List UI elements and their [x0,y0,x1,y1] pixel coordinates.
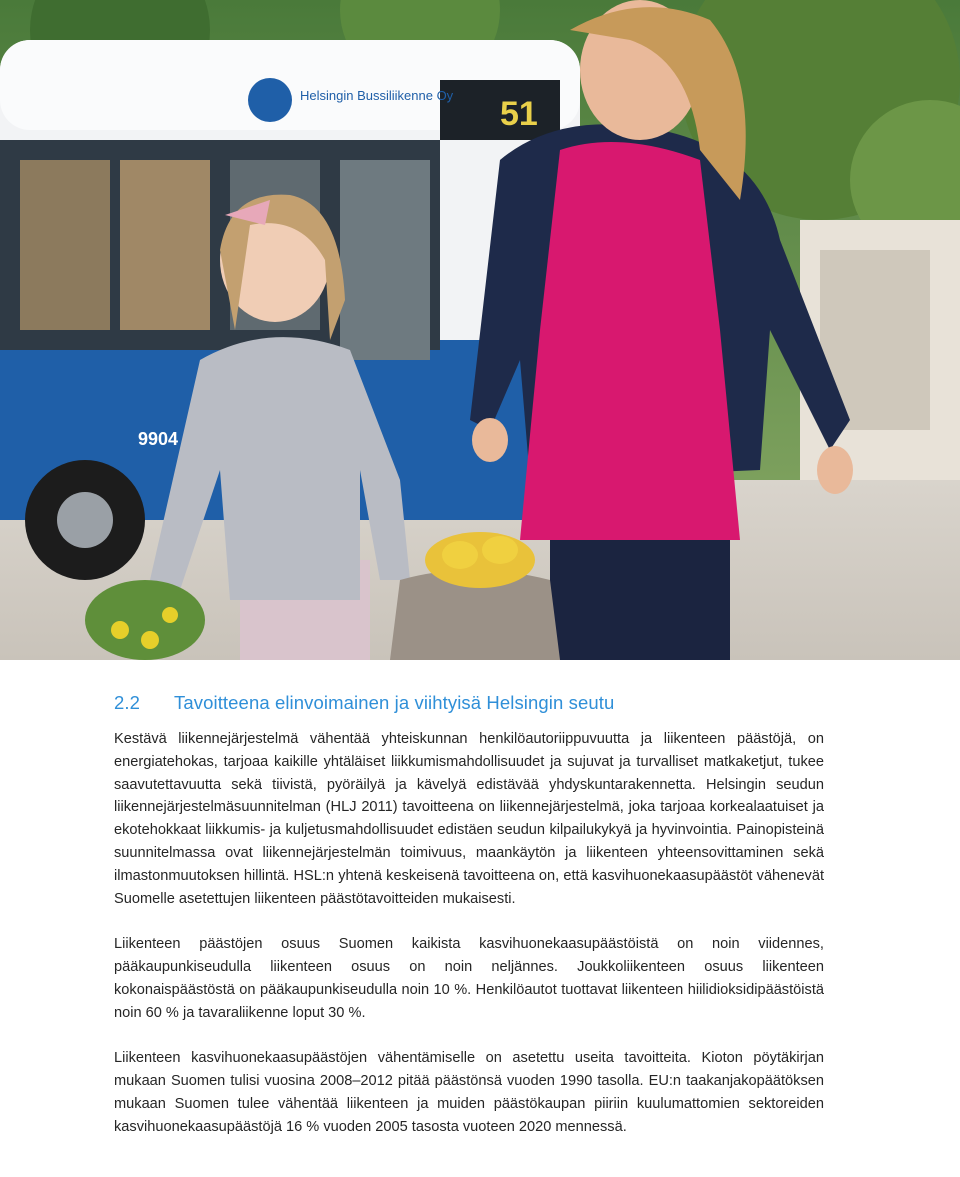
paragraph-3: Liikenteen kasvihuonekaasupäästöjen vähentämiselle on asetettu useita tavoitteita. Kioton pöytäkirjan mukaan Suomen tulisi vuosina 2008–2012 pitää päästönsä vuoden 1990 tasolla. EU:n taakanjakopäätöksen mukaan Suomen tulee vähentää liikenteen ja muiden päästökaupan piiriin kuulumattomien sektoreiden kasvihuonekaasupäästöjä 16 % vuoden 2005 tasosta vuoteen 2020 mennessä. [114,1050,824,1135]
paragraph-1: Kestävä liikennejärjestelmä vähentää yhteiskunnan henkilöautoriippuvuutta ja liikenteen päästöjä, on energiatehokas, tarjoaa kaikille yhtäläiset liikkumismahdollisuudet ja sujuvat ja turvalliset matkaketjut, tukee saavutettavuutta sekä tiivistä, pyöräilyä ja kävelyä edistävää yhdyskuntarakennetta. Helsingin seudun liikennejärjestelmäsuunnitelman (HLJ 2011) tavoitteena on liikennejärjestelmä, joka tarjoaa korkealaatuiset ja ekotehokkaat liikkumis- ja kuljetusmahdollisuudet edistäen seudun kilpailukykyä ja hyvinvointia. Painopisteinä suunnitelmassa ovat liikennejärjestelmän toimivuus, maankäytön ja liikenteen yhteensovittaminen sekä ilmastonmuutoksen hillintä. HSL:n yhtenä keskeisenä tavoitteena on, että kasvihuonekaasupäästöt vähenevät Suomelle asetettujen liikenteen päästötavoitteiden mukaisesti. [114,731,824,907]
section-title: Tavoitteena elinvoimainen ja viihtyisä Helsingin seutu [174,692,615,713]
girl-flower-bouquet [85,580,205,660]
section-heading [114,692,614,714]
section-number: 2.2 [114,692,141,713]
body-text [114,728,824,1161]
bus-number: 9904 [138,429,179,449]
paragraph-2: Liikenteen päästöjen osuus Suomen kaikista kasvihuonekaasupäästöistä on noin viidennes, pääkaupunkiseudulla liikenteen osuus on noin neljännes. Joukkoliikenteen osuus liikenteen kokonaispäästöstä on pääkaupunkiseudulla noin 10 %. Henkilöautot tuottavat liikenteen hiilidioksidipäästöistä noin 60 % ja tavaraliikenne loput 30 %. [114,936,824,1021]
bus-route-sign: 51 [500,95,538,133]
bus-logo-text: Helsingin Bussiliikenne Oy [300,88,454,103]
